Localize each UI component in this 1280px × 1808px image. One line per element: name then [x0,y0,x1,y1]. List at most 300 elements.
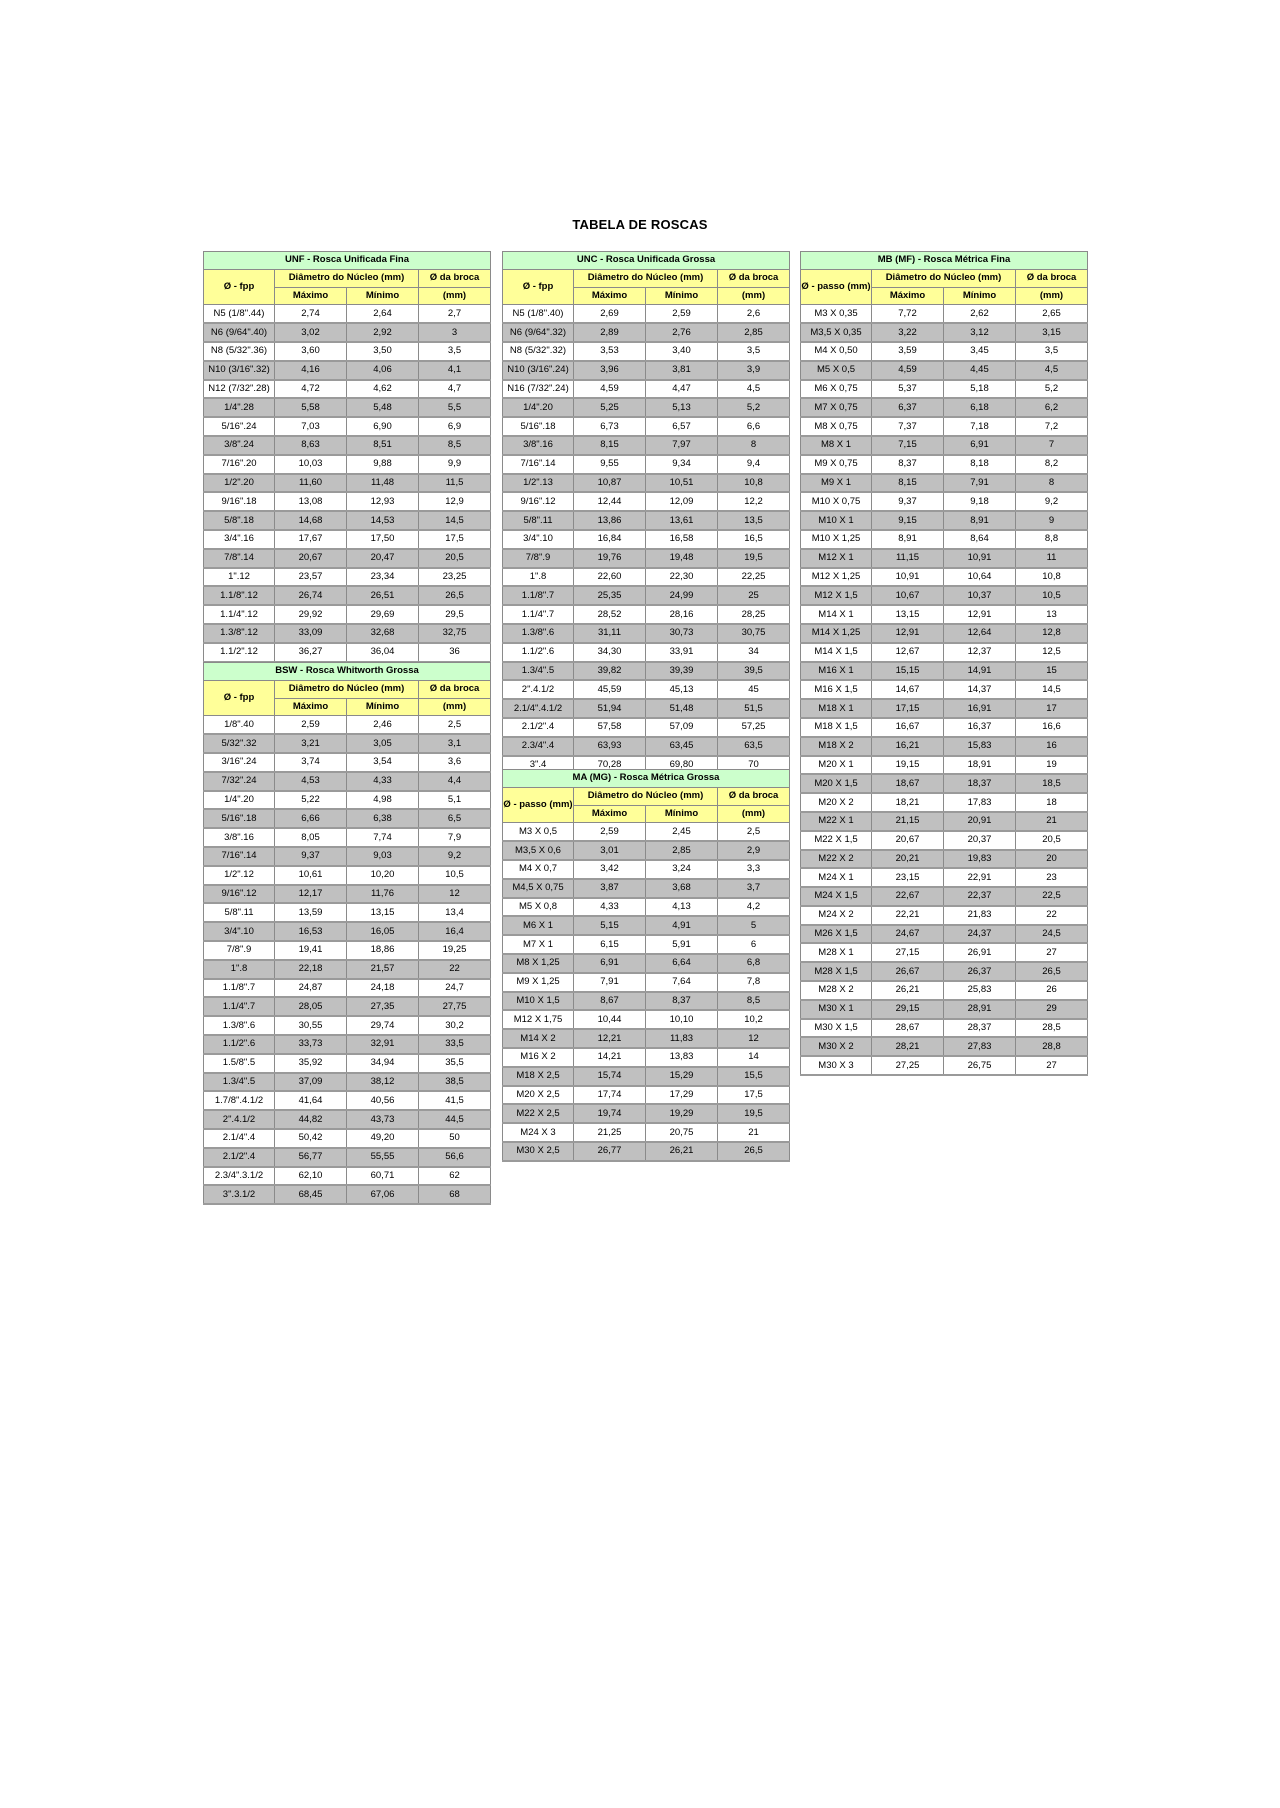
min-diameter-cell: 24,99 [646,586,718,605]
max-diameter-cell: 19,41 [275,941,347,960]
min-diameter-cell: 2,64 [347,305,419,323]
table-row [503,436,790,455]
min-diameter-cell: 24,37 [944,925,1016,944]
col-header-drill: Ø da broca [1016,269,1088,287]
table-row [503,568,790,587]
drill-size-cell: 12,5 [1016,643,1088,662]
thread-size-cell: 1/4".28 [204,398,275,417]
min-diameter-cell: 14,53 [347,511,419,530]
table-row [204,417,491,436]
thread-size-cell: 2.1/4".4 [204,1129,275,1148]
col-header-thread: Ø - fpp [503,269,574,305]
min-diameter-cell: 27,35 [347,997,419,1016]
max-diameter-cell: 50,42 [275,1129,347,1148]
min-diameter-cell: 11,76 [347,885,419,904]
min-diameter-cell: 34,94 [347,1054,419,1073]
min-diameter-cell: 9,18 [944,492,1016,511]
max-diameter-cell: 8,05 [275,828,347,847]
thread-size-cell: M8 X 1 [801,436,872,455]
col-header-thread: Ø - fpp [204,269,275,305]
max-diameter-cell: 16,84 [574,530,646,549]
drill-size-cell: 2,5 [419,716,491,734]
max-diameter-cell: 10,61 [275,866,347,885]
min-diameter-cell: 28,91 [944,1000,1016,1019]
thread-size-cell: 1/2".12 [204,866,275,885]
drill-size-cell: 14,5 [419,511,491,530]
min-diameter-cell: 4,91 [646,916,718,935]
table-row [503,1010,790,1029]
thread-size-cell: 1.3/8".12 [204,624,275,643]
drill-size-cell: 4,7 [419,380,491,399]
min-diameter-cell: 7,91 [944,474,1016,493]
thread-size-cell: 1.1/8".7 [503,586,574,605]
min-diameter-cell: 19,48 [646,549,718,568]
col-header-drill: Ø da broca [718,787,790,805]
min-diameter-cell: 26,51 [347,586,419,605]
thread-size-cell: 1.5/8".5 [204,1054,275,1073]
drill-size-cell: 20 [1016,850,1088,869]
drill-size-cell: 3,3 [718,860,790,879]
max-diameter-cell: 22,21 [872,906,944,925]
min-diameter-cell: 10,37 [944,586,1016,605]
thread-size-cell: 2.1/4".4.1/2 [503,699,574,718]
thread-size-cell: N10 (3/16".32) [204,361,275,380]
max-diameter-cell: 28,21 [872,1037,944,1056]
drill-size-cell: 2,85 [718,323,790,342]
table-unc [502,251,790,775]
table-row [204,847,491,866]
thread-size-cell: M3,5 X 0,6 [503,841,574,860]
table-row [503,624,790,643]
table-row [503,1029,790,1048]
thread-size-cell: 3/4".16 [204,530,275,549]
drill-size-cell: 17 [1016,699,1088,718]
max-diameter-cell: 5,37 [872,380,944,399]
thread-size-cell: 1.7/8".4.1/2 [204,1091,275,1110]
min-diameter-cell: 22,91 [944,868,1016,887]
drill-size-cell: 16 [1016,737,1088,756]
thread-size-cell: N16 (7/32".24) [503,380,574,399]
drill-size-cell: 27 [1016,1056,1088,1075]
drill-size-cell: 9,4 [718,455,790,474]
min-diameter-cell: 28,16 [646,605,718,624]
table-row [204,997,491,1016]
drill-size-cell: 35,5 [419,1054,491,1073]
min-diameter-cell: 26,91 [944,943,1016,962]
min-diameter-cell: 16,37 [944,718,1016,737]
min-diameter-cell: 30,73 [646,624,718,643]
table-row [801,868,1088,887]
thread-size-cell: M24 X 3 [503,1123,574,1142]
min-diameter-cell: 13,15 [347,903,419,922]
drill-size-cell: 26,5 [419,586,491,605]
max-diameter-cell: 19,76 [574,549,646,568]
drill-size-cell: 14 [718,1048,790,1067]
min-diameter-cell: 20,47 [347,549,419,568]
table-row [204,791,491,810]
thread-size-cell: M18 X 2,5 [503,1067,574,1086]
col-header-max: Máximo [275,698,347,716]
table-row [204,361,491,380]
drill-size-cell: 32,75 [419,624,491,643]
drill-size-cell: 9 [1016,511,1088,530]
min-diameter-cell: 3,68 [646,879,718,898]
table-row [503,662,790,681]
thread-size-cell: M8 X 1,25 [503,954,574,973]
min-diameter-cell: 43,73 [347,1110,419,1129]
max-diameter-cell: 18,21 [872,793,944,812]
thread-size-cell: M28 X 1,5 [801,962,872,981]
min-diameter-cell: 20,75 [646,1123,718,1142]
drill-size-cell: 3,15 [1016,323,1088,342]
min-diameter-cell: 6,90 [347,417,419,436]
min-diameter-cell: 3,50 [347,342,419,361]
max-diameter-cell: 12,21 [574,1029,646,1048]
max-diameter-cell: 33,73 [275,1035,347,1054]
col-header-min: Mínimo [646,287,718,305]
thread-size-cell: N6 (9/64".40) [204,323,275,342]
table-row [204,492,491,511]
thread-size-cell: M9 X 1 [801,474,872,493]
col-header-thread: Ø - passo (mm) [503,787,574,823]
thread-size-cell: M3,5 X 0,35 [801,323,872,342]
table-row [801,680,1088,699]
table-unf [203,251,491,663]
max-diameter-cell: 2,89 [574,323,646,342]
drill-size-cell: 38,5 [419,1073,491,1092]
max-diameter-cell: 35,92 [275,1054,347,1073]
drill-size-cell: 22,25 [718,568,790,587]
thread-size-cell: 1.1/2".6 [503,643,574,662]
thread-size-cell: M12 X 1,25 [801,568,872,587]
thread-size-cell: 5/8".18 [204,511,275,530]
drill-size-cell: 10,2 [718,1010,790,1029]
drill-size-cell: 22 [419,960,491,979]
table-row [801,962,1088,981]
max-diameter-cell: 21,15 [872,812,944,831]
table-row [204,586,491,605]
max-diameter-cell: 12,67 [872,643,944,662]
table-row [204,455,491,474]
table-row [801,925,1088,944]
min-diameter-cell: 10,10 [646,1010,718,1029]
drill-size-cell: 14,5 [1016,680,1088,699]
thread-size-cell: M10 X 0,75 [801,492,872,511]
thread-size-cell: M30 X 3 [801,1056,872,1075]
min-diameter-cell: 16,05 [347,922,419,941]
drill-size-cell: 5,2 [718,398,790,417]
table-row [204,1110,491,1129]
table-row [204,1129,491,1148]
table-row [204,380,491,399]
table-row [503,973,790,992]
drill-size-cell: 6 [718,935,790,954]
min-diameter-cell: 6,18 [944,398,1016,417]
table-row [204,960,491,979]
min-diameter-cell: 9,88 [347,455,419,474]
drill-size-cell: 2,65 [1016,305,1088,323]
table-row [503,455,790,474]
max-diameter-cell: 28,67 [872,1019,944,1038]
drill-size-cell: 50 [419,1129,491,1148]
table-row [204,342,491,361]
thread-size-cell: 7/16".14 [204,847,275,866]
drill-size-cell: 25 [718,586,790,605]
drill-size-cell: 6,5 [419,809,491,828]
thread-size-cell: M12 X 1 [801,549,872,568]
min-diameter-cell: 19,83 [944,850,1016,869]
table-row [204,922,491,941]
max-diameter-cell: 13,08 [275,492,347,511]
max-diameter-cell: 23,15 [872,868,944,887]
max-diameter-cell: 10,44 [574,1010,646,1029]
drill-size-cell: 6,6 [718,417,790,436]
thread-size-cell: M16 X 1,5 [801,680,872,699]
max-diameter-cell: 3,59 [872,342,944,361]
table-row [801,812,1088,831]
col-header-min: Mínimo [646,805,718,823]
min-diameter-cell: 17,83 [944,793,1016,812]
table-row [204,568,491,587]
min-diameter-cell: 16,91 [944,699,1016,718]
drill-size-cell: 10,5 [1016,586,1088,605]
table-row [503,954,790,973]
col-header-core-diameter: Diâmetro do Núcleo (mm) [275,680,419,698]
min-diameter-cell: 27,83 [944,1037,1016,1056]
table-row [503,1048,790,1067]
drill-size-cell: 13 [1016,605,1088,624]
thread-size-cell: M4,5 X 0,75 [503,879,574,898]
table-row [503,549,790,568]
table-row [204,305,491,323]
table-row [503,605,790,624]
thread-size-cell: 5/32".32 [204,734,275,753]
drill-size-cell: 7,9 [419,828,491,847]
table-row [204,605,491,624]
max-diameter-cell: 28,05 [275,997,347,1016]
min-diameter-cell: 24,18 [347,979,419,998]
min-diameter-cell: 14,91 [944,662,1016,681]
min-diameter-cell: 69,80 [646,756,718,775]
min-diameter-cell: 15,29 [646,1067,718,1086]
max-diameter-cell: 10,87 [574,474,646,493]
thread-size-cell: 1.1/8".12 [204,586,275,605]
col-header-thread: Ø - fpp [204,680,275,716]
drill-size-cell: 8,5 [718,992,790,1011]
thread-size-cell: 1.1/4".12 [204,605,275,624]
drill-size-cell: 3 [419,323,491,342]
min-diameter-cell: 4,47 [646,380,718,399]
max-diameter-cell: 2,74 [275,305,347,323]
drill-size-cell: 45 [718,680,790,699]
min-diameter-cell: 3,40 [646,342,718,361]
min-diameter-cell: 4,13 [646,898,718,917]
min-diameter-cell: 4,06 [347,361,419,380]
max-diameter-cell: 4,33 [574,898,646,917]
drill-size-cell: 24,5 [1016,925,1088,944]
table-row [503,305,790,323]
drill-size-cell: 24,7 [419,979,491,998]
max-diameter-cell: 9,55 [574,455,646,474]
max-diameter-cell: 28,52 [574,605,646,624]
min-diameter-cell: 36,04 [347,643,419,662]
max-diameter-cell: 14,21 [574,1048,646,1067]
min-diameter-cell: 12,64 [944,624,1016,643]
max-diameter-cell: 25,35 [574,586,646,605]
table-row [801,774,1088,793]
min-diameter-cell: 3,05 [347,734,419,753]
max-diameter-cell: 26,21 [872,981,944,1000]
min-diameter-cell: 57,09 [646,718,718,737]
thread-size-cell: 1/2".13 [503,474,574,493]
thread-size-cell: M22 X 2 [801,850,872,869]
drill-size-cell: 12 [419,885,491,904]
drill-size-cell: 23,25 [419,568,491,587]
table-row [801,342,1088,361]
drill-size-cell: 13,5 [718,511,790,530]
drill-size-cell: 26,5 [1016,962,1088,981]
thread-size-cell: M8 X 0,75 [801,417,872,436]
col-header-drill-unit: (mm) [718,805,790,823]
max-diameter-cell: 51,94 [574,699,646,718]
max-diameter-cell: 3,21 [275,734,347,753]
max-diameter-cell: 3,02 [275,323,347,342]
thread-size-cell: M26 X 1,5 [801,925,872,944]
col-header-min: Mínimo [347,698,419,716]
thread-size-cell: 3".4 [503,756,574,775]
table-row [503,898,790,917]
min-diameter-cell: 2,45 [646,823,718,841]
table-row [503,380,790,399]
min-diameter-cell: 13,83 [646,1048,718,1067]
drill-size-cell: 8 [718,436,790,455]
min-diameter-cell: 3,54 [347,753,419,772]
drill-size-cell: 70 [718,756,790,775]
max-diameter-cell: 30,55 [275,1016,347,1035]
table-row [503,737,790,756]
table-row [503,680,790,699]
table-row [503,530,790,549]
drill-size-cell: 27 [1016,943,1088,962]
thread-size-cell: 1.3/4".5 [503,662,574,681]
table-row [801,417,1088,436]
min-diameter-cell: 51,48 [646,699,718,718]
drill-size-cell: 16,5 [718,530,790,549]
thread-size-cell: 1.1/2".12 [204,643,275,662]
drill-size-cell: 30,75 [718,624,790,643]
table-row [204,1167,491,1186]
min-diameter-cell: 26,37 [944,962,1016,981]
min-diameter-cell: 3,24 [646,860,718,879]
max-diameter-cell: 8,67 [574,992,646,1011]
min-diameter-cell: 18,86 [347,941,419,960]
max-diameter-cell: 6,15 [574,935,646,954]
table-row [503,935,790,954]
table-row [801,605,1088,624]
min-diameter-cell: 6,57 [646,417,718,436]
min-diameter-cell: 8,51 [347,436,419,455]
drill-size-cell: 29 [1016,1000,1088,1019]
drill-size-cell: 3,5 [718,342,790,361]
thread-size-cell: M22 X 1,5 [801,831,872,850]
thread-size-cell: 2.3/4".4 [503,737,574,756]
drill-size-cell: 3,9 [718,361,790,380]
max-diameter-cell: 6,91 [574,954,646,973]
table-row [204,474,491,493]
table-row [503,1104,790,1123]
drill-size-cell: 33,5 [419,1035,491,1054]
min-diameter-cell: 12,91 [944,605,1016,624]
col-header-drill: Ø da broca [419,680,491,698]
min-diameter-cell: 25,83 [944,981,1016,1000]
table-row [204,398,491,417]
drill-size-cell: 20,5 [419,549,491,568]
thread-size-cell: M5 X 0,8 [503,898,574,917]
min-diameter-cell: 7,64 [646,973,718,992]
min-diameter-cell: 11,48 [347,474,419,493]
col-header-drill: Ø da broca [419,269,491,287]
table-row [801,436,1088,455]
drill-size-cell: 63,5 [718,737,790,756]
min-diameter-cell: 6,91 [944,436,1016,455]
drill-size-cell: 7,2 [1016,417,1088,436]
max-diameter-cell: 3,74 [275,753,347,772]
thread-size-cell: M20 X 2 [801,793,872,812]
thread-size-cell: 3/4".10 [204,922,275,941]
min-diameter-cell: 22,37 [944,887,1016,906]
drill-size-cell: 2,9 [718,841,790,860]
drill-size-cell: 8,8 [1016,530,1088,549]
max-diameter-cell: 36,27 [275,643,347,662]
table-row [204,643,491,662]
table-row [503,860,790,879]
max-diameter-cell: 8,37 [872,455,944,474]
min-diameter-cell: 7,18 [944,417,1016,436]
table-row [204,828,491,847]
table-row [801,1037,1088,1056]
min-diameter-cell: 4,98 [347,791,419,810]
max-diameter-cell: 44,82 [275,1110,347,1129]
max-diameter-cell: 16,67 [872,718,944,737]
min-diameter-cell: 11,83 [646,1029,718,1048]
min-diameter-cell: 10,51 [646,474,718,493]
table-row [503,1067,790,1086]
thread-size-cell: M4 X 0,7 [503,860,574,879]
drill-size-cell: 19 [1016,756,1088,775]
table-row [503,643,790,662]
table-row [503,361,790,380]
drill-size-cell: 26,5 [718,1142,790,1161]
drill-size-cell: 51,5 [718,699,790,718]
thread-size-cell: M14 X 2 [503,1029,574,1048]
col-header-drill-unit: (mm) [419,287,491,305]
thread-size-cell: M12 X 1,75 [503,1010,574,1029]
drill-size-cell: 28,8 [1016,1037,1088,1056]
table-row [204,716,491,734]
table-row [801,305,1088,323]
thread-size-cell: M6 X 0,75 [801,380,872,399]
min-diameter-cell: 38,12 [347,1073,419,1092]
thread-size-cell: 9/16".18 [204,492,275,511]
table-row [204,1073,491,1092]
min-diameter-cell: 8,18 [944,455,1016,474]
min-diameter-cell: 7,97 [646,436,718,455]
drill-size-cell: 4,5 [718,380,790,399]
max-diameter-cell: 11,15 [872,549,944,568]
max-diameter-cell: 5,15 [574,916,646,935]
table-title: BSW - Rosca Whitworth Grossa [204,663,491,681]
thread-size-cell: M3 X 0,35 [801,305,872,323]
